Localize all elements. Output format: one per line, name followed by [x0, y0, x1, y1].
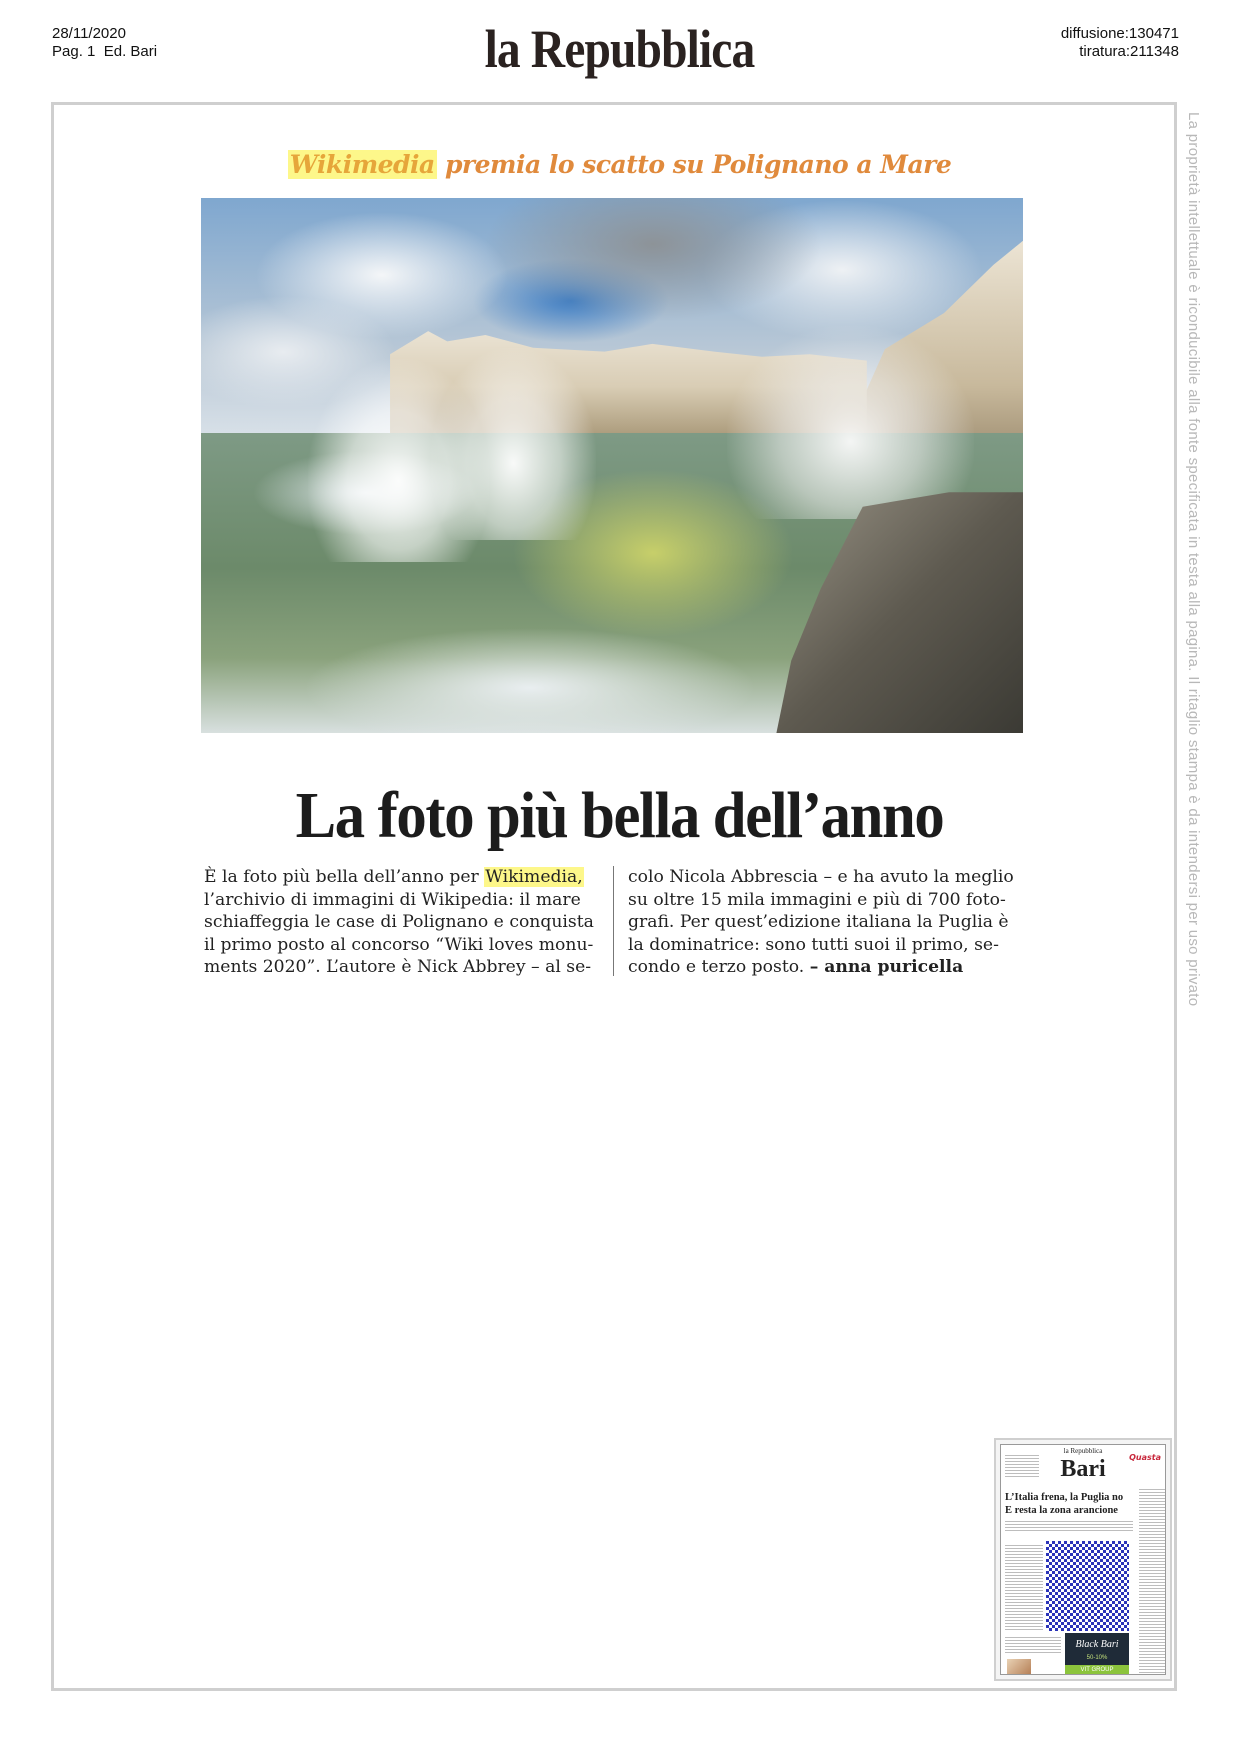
publication-date: 28/11/2020	[52, 25, 126, 42]
article-column-1	[204, 866, 604, 979]
thumbnail-small-photo	[1007, 1659, 1031, 1675]
thumbnail-logo: Quasta	[1129, 1453, 1161, 1462]
text-line: su oltre 15 mila immagini e più di 700 foto-	[628, 889, 1006, 910]
masthead-logo: la Repubblica	[484, 19, 755, 79]
thumbnail-page	[1000, 1444, 1166, 1675]
text-line: l’archivio di immagini di Wikipedia: il mare	[204, 889, 581, 910]
photo-wave-spray	[431, 348, 595, 541]
kicker-highlight: Wikimedia	[289, 150, 435, 179]
thumbnail-brand: la Repubblica	[1063, 1447, 1103, 1455]
text-line: la dominatrice: sono tutti suoi il primo, se-	[628, 934, 999, 955]
thumbnail-text-block	[1005, 1455, 1039, 1479]
thumbnail-text-block	[1005, 1521, 1133, 1533]
page-number: Pag. 1	[52, 43, 96, 60]
text-line: schiaffeggia le case di Polignano e conquista	[204, 912, 594, 932]
text-line: È la foto più bella dell’anno per Wikimedia,	[204, 867, 583, 887]
text-line: il primo posto al concorso “Wiki loves monu-	[204, 934, 594, 955]
thumbnail-text-block	[1139, 1489, 1166, 1675]
copyright-text: La proprietà intellettuale è riconducibile alla fonte specificata in testa alla pagina. Il ritaglio stampa è da intendersi per uso privato	[1185, 112, 1202, 1007]
thumbnail-advertisement: Black Bari 50-10% VIT GROUP	[1065, 1633, 1129, 1675]
thumbnail-text-block	[1005, 1637, 1061, 1655]
article-column-2	[628, 866, 1028, 979]
article-kicker	[0, 150, 1239, 179]
text-line: colo Nicola Abbrescia – e ha avuto la meglio	[628, 867, 1014, 887]
photo-wave-spray	[727, 326, 974, 519]
text-line: ments 2020”. L’autore è Nick Abbrey – al se-	[204, 957, 592, 977]
thumbnail-edition: Bari	[1060, 1456, 1106, 1482]
thumbnail-text-block	[1005, 1545, 1043, 1631]
circulation-meta	[1061, 25, 1179, 61]
article-photo	[201, 198, 1023, 733]
text-line: grafi. Per quest’edizione italiana la Puglia è	[628, 912, 1009, 932]
tiratura: tiratura:211348	[1079, 43, 1179, 60]
column-divider	[613, 866, 614, 976]
text-line: condo e terzo posto. – anna puricella	[628, 957, 964, 977]
kicker-text: premia lo scatto su Polignano a Mare	[436, 150, 952, 179]
thumbnail-image	[1046, 1541, 1129, 1631]
author-byline: – anna puricella	[809, 957, 964, 977]
thumbnail-headline: L’Italia frena, la Puglia no E resta la zona arancione	[1005, 1492, 1124, 1516]
front-page-thumbnail	[994, 1438, 1172, 1681]
text-highlight: Wikimedia,	[485, 867, 583, 887]
diffusione: diffusione:130471	[1060, 25, 1179, 42]
article-headline: La foto più bella dell’anno	[295, 779, 944, 852]
edition-name: Ed. Bari	[103, 43, 158, 60]
copyright-side-note	[1184, 112, 1204, 1072]
